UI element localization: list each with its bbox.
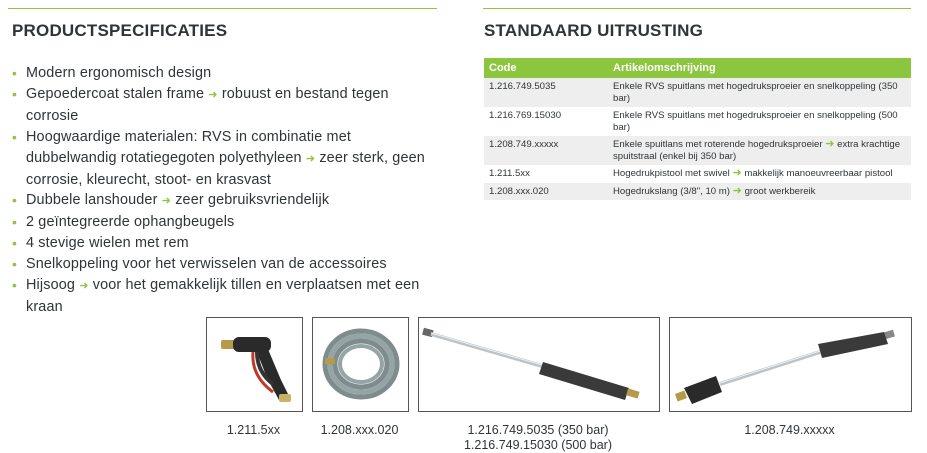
cell-description: Hogedrukslang (3/8", 10 m) ➜ groot werkbereik xyxy=(608,183,911,201)
feature-item: • 2 geïntegreerde ophangbeugels xyxy=(10,212,430,233)
rotary-lance-icon xyxy=(670,318,911,411)
product-specs-title: PRODUCTSPECIFICATIES xyxy=(12,21,228,40)
arrow-right-icon: ➜ xyxy=(732,184,742,197)
product-caption: 1.208.749.xxxxx xyxy=(744,423,835,437)
product-image-lance xyxy=(418,317,660,412)
arrow-right-icon: ➜ xyxy=(825,138,835,150)
equipment-table xyxy=(484,58,911,200)
cell-code: 1.216.749.5035 xyxy=(484,78,608,107)
feature-item: • 4 stevige wielen met rem xyxy=(10,233,430,254)
cell-description: Enkele RVS spuitlans met hogedruksproeier en snelkoppeling (500 bar) xyxy=(608,107,911,136)
cell-description: Enkele RVS spuitlans met hogedruksproeier en snelkoppeling (350 bar) xyxy=(608,78,911,107)
product-caption: 1.211.5xx xyxy=(226,423,281,437)
cell-description: Enkele spuitlans met roterende hogedruksproeier ➜ extra krachtige spuitstraal (enkel bij 350 bar) xyxy=(608,136,911,165)
product-caption: 1.208.xxx.020 xyxy=(320,423,399,437)
table-row xyxy=(484,165,911,183)
product-image-hose xyxy=(312,317,409,412)
feature-item: • Hoogwaardige materialen: RVS in combinatie met dubbelwandig rotatiegegoten polyethyleen ➜ zeer sterk, geen corrosie, kleurecht, stoot- en krasvast xyxy=(10,127,430,191)
product-caption: 1.216.749.5035 (350 bar) 1.216.749.15030 (500 bar) xyxy=(463,423,613,452)
feature-list xyxy=(10,63,430,318)
feature-item: • Gepoedercoat stalen frame ➜ robuust en bestand tegen corrosie xyxy=(10,84,430,127)
feature-item: • Modern ergonomisch design xyxy=(10,63,430,84)
arrow-right-icon: ➜ xyxy=(305,152,316,165)
table-header-row xyxy=(484,58,911,78)
feature-item: • Dubbele lanshouder ➜ zeer gebruiksvriendelijk xyxy=(10,190,430,212)
feature-item: • Snelkoppeling voor het verwisselen van de accessoires xyxy=(10,254,430,275)
product-image-spray-gun xyxy=(206,317,303,412)
cell-code: 1.208.749.xxxxx xyxy=(484,136,608,165)
top-rule-right xyxy=(483,8,911,9)
cell-description: Hogedrukpistool met swivel ➜ makkelijk manoeuvreerbaar pistool xyxy=(608,165,911,183)
product-image-rotary-lance xyxy=(669,317,912,412)
top-rule-left xyxy=(8,8,437,9)
feature-item: • Hijsoog ➜ voor het gemakkelijk tillen en verplaatsen met een kraan xyxy=(10,275,430,318)
arrow-right-icon: ➜ xyxy=(161,195,172,208)
table-row xyxy=(484,107,911,136)
arrow-right-icon: ➜ xyxy=(732,167,742,179)
spray-gun-icon xyxy=(207,318,302,411)
standard-equipment-title: STANDAARD UITRUSTING xyxy=(484,21,704,40)
cell-code: 1.208.xxx.020 xyxy=(484,183,608,201)
cell-code: 1.216.769.15030 xyxy=(484,107,608,136)
table-row xyxy=(484,78,911,107)
column-header-code: Code xyxy=(484,58,608,78)
hose-icon xyxy=(313,318,408,411)
cell-code: 1.211.5xx xyxy=(484,165,608,183)
table-row xyxy=(484,136,911,165)
column-header-description: Artikelomschrijving xyxy=(608,58,911,78)
arrow-right-icon: ➜ xyxy=(79,280,89,293)
table-row xyxy=(484,183,911,201)
arrow-right-icon: ➜ xyxy=(208,88,218,101)
lance-icon xyxy=(419,318,659,411)
